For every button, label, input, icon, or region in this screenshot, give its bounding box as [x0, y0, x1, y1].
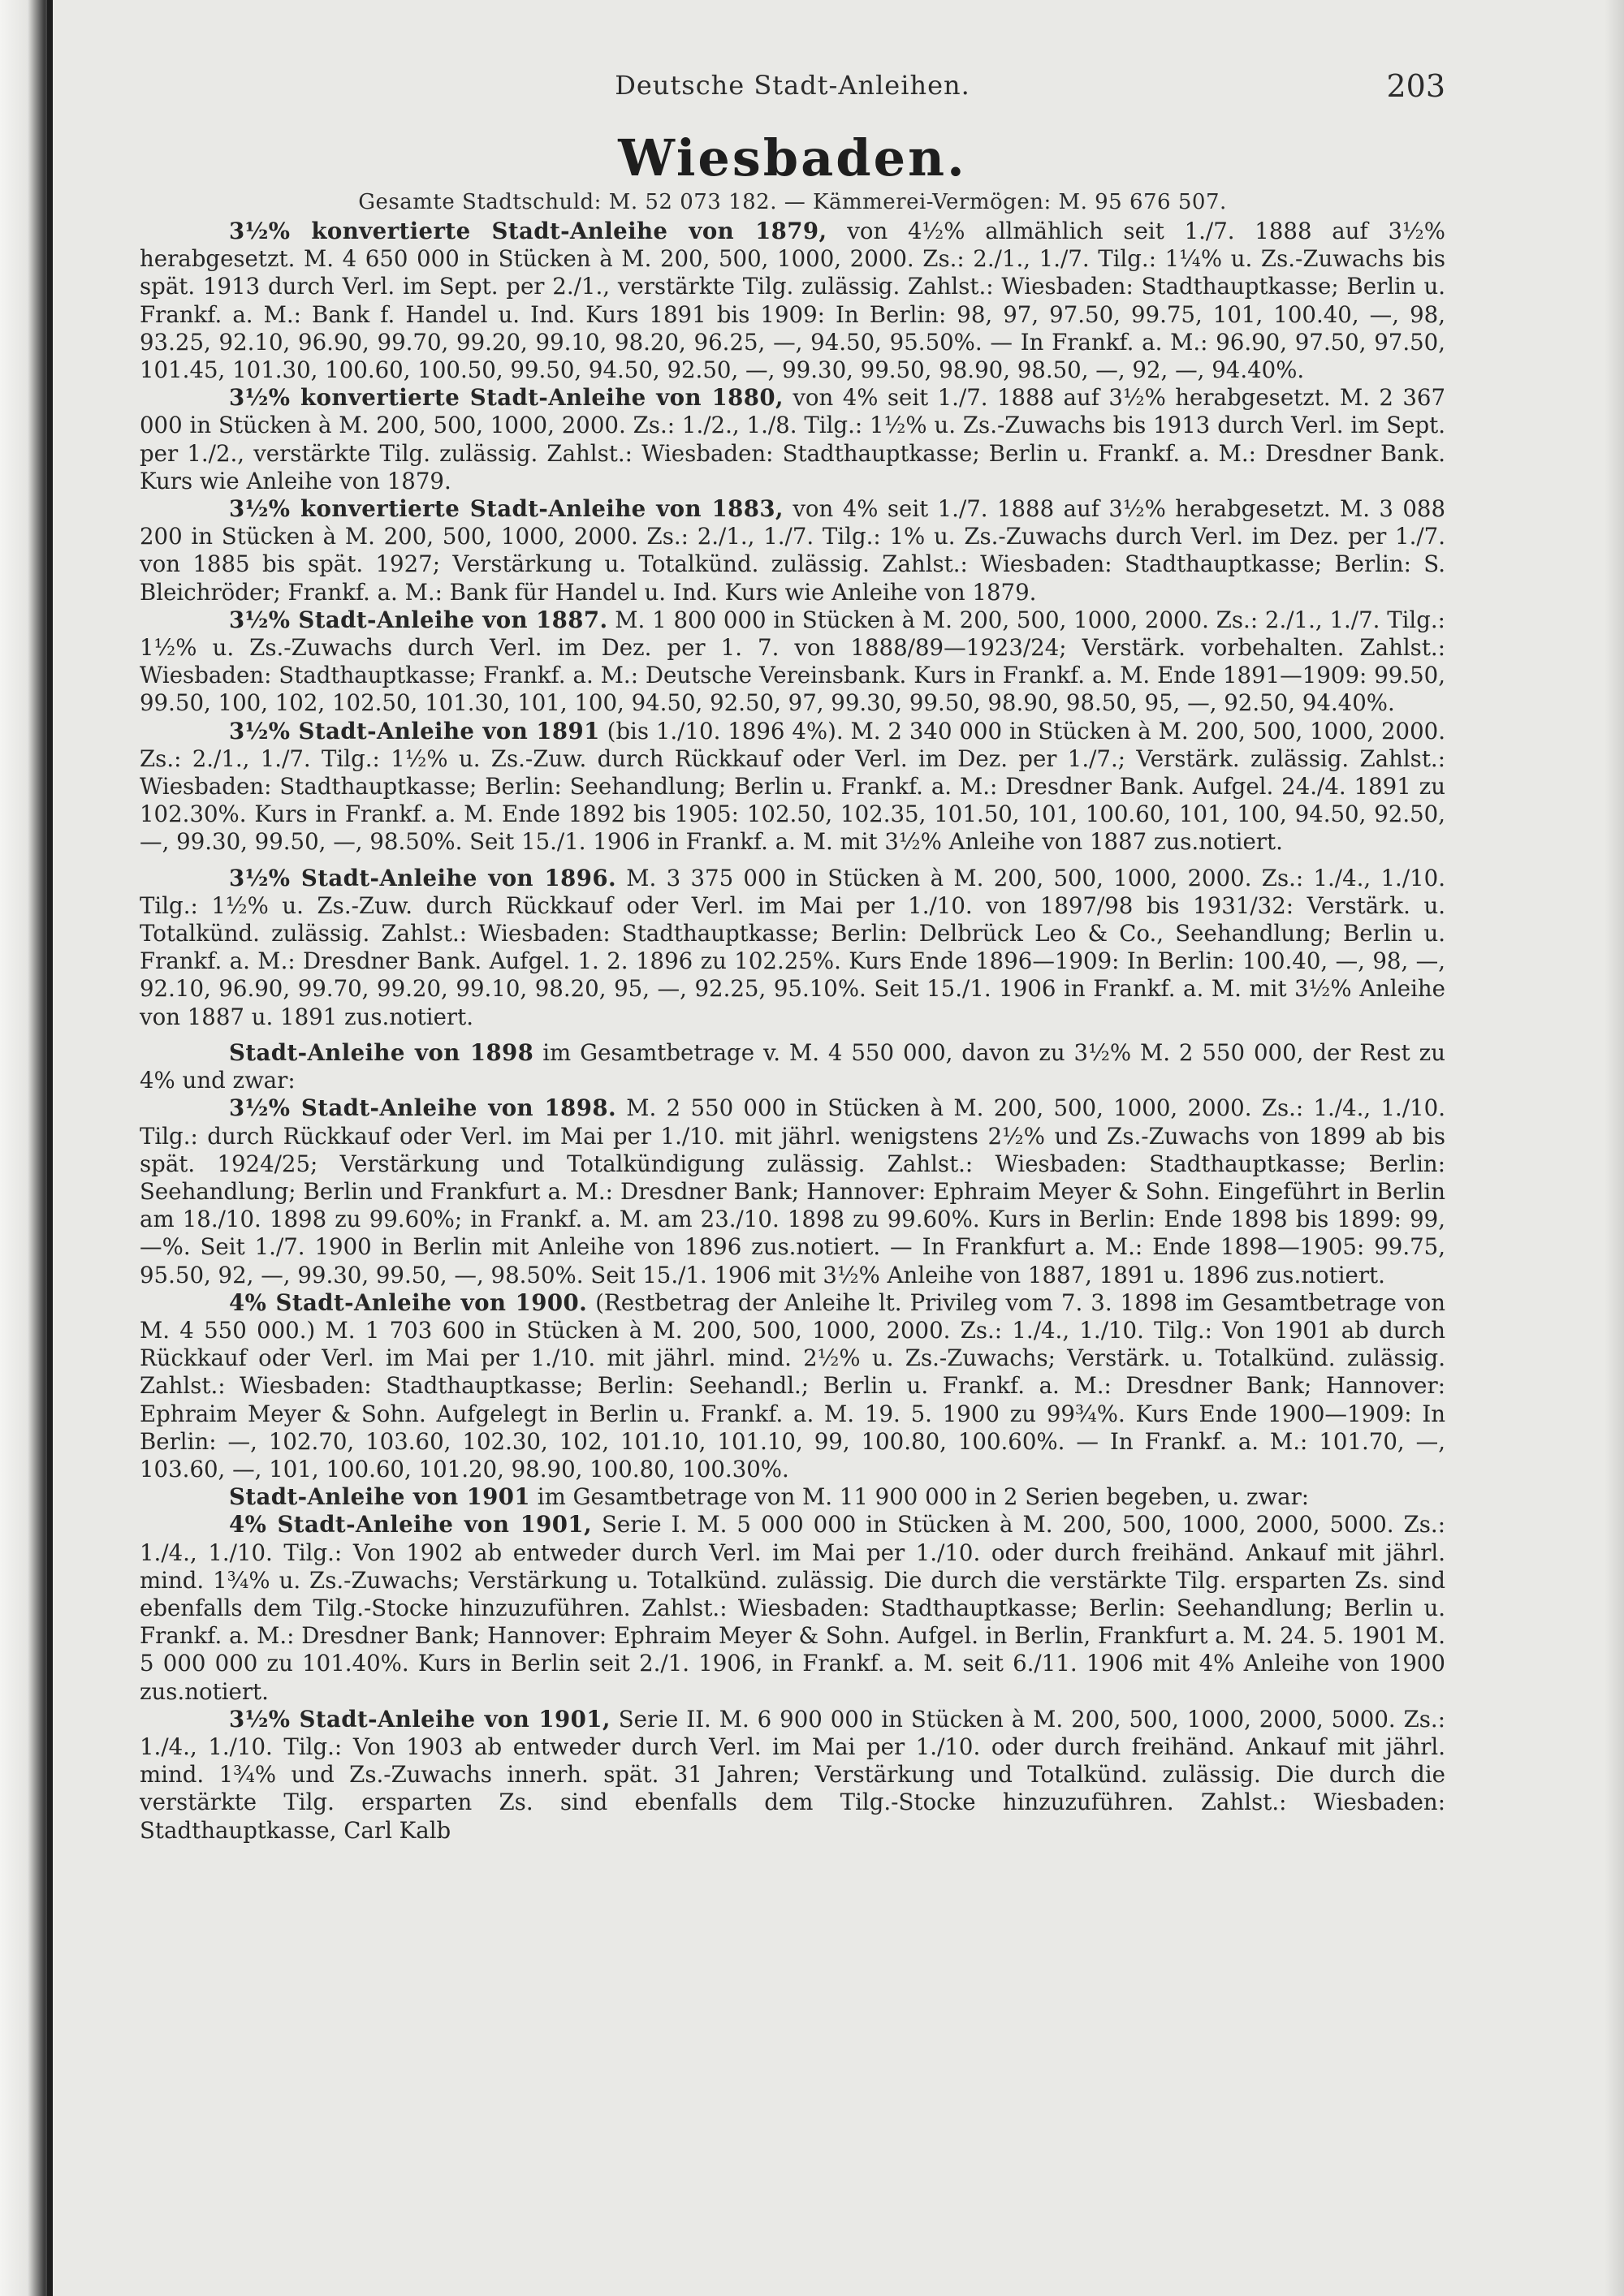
entry-heading: 4% Stadt-Anleihe von 1901, [229, 1511, 592, 1539]
entry-text: von 4% seit 1./7. 1888 auf 3½% herabgesetzt. M. 3 088 200 in Stücken à M. 200, 500, 1000, 2000. Zs.: 2./1., 1./7. Tilg.: 1% u. Zs.-Zuwachs durch Verl. im Dez. per 1./7. von 1885 bis spät. 1927; Verstärkung u. Totalkünd. zulässig. Zahlst.: Wiesbaden: Stadthauptkasse; Berlin: S. Bleichröder; Frankf. a. M.: Bank für Handel u. Ind. Kurs wie Anleihe von 1879. [140, 495, 1446, 606]
running-title: Deutsche Stadt-Anleihen. [615, 70, 970, 101]
debt-summary: Gesamte Stadtschuld: M. 52 073 182. — Kämmerei-Vermögen: M. 95 676 507. [358, 190, 1227, 214]
entry-heading: 3½% Stadt-Anleihe von 1896. [229, 864, 616, 891]
page-number: 203 [1386, 68, 1445, 104]
entry-text: Serie I. M. 5 000 000 in Stücken à M. 200, 500, 1000, 2000, 5000. Zs.: 1./4., 1./10. Tilg.: Von 1902 ab entweder durch Verl. im Mai per 1./10. oder durch freihänd. Ankauf mit jährl. mind. 1¾% u. Zs.-Zuwachs; Verstärkung u. Totalkünd. zulässig. Die durch die verstärkte Tilg. ersparten Zs. sind ebenfalls dem Tilg.-Stocke hinzuzuführen. Zahlst.: Wiesbaden: Stadthauptkasse; Berlin: Seehandlung; Berlin u. Frankf. a. M.: Dresdner Bank; Hannover: Ephraim Meyer & Sohn. Aufgel. in Berlin, Frankfurt a. M. 24. 5. 1901 M. 5 000 000 zu 101.40%. Kurs in Berlin seit 2./1. 1906, in Frankf. a. M. seit 6./11. 1906 mit 4% Anleihe von 1900 zus.notiert. [140, 1511, 1445, 1705]
bond-entry [140, 1289, 1445, 1483]
book-spine-shadow [0, 0, 50, 2296]
entry-heading: Stadt-Anleihe von 1901 [229, 1483, 530, 1511]
entry-text: im Gesamtbetrage v. M. 4 550 000, davon zu 3½% M. 2 550 000, der Rest zu 4% und zwar: [140, 1038, 1445, 1094]
bond-entry [140, 865, 1445, 1031]
entry-text: (bis 1./10. 1896 4%). M. 2 340 000 in Stücken à M. 200, 500, 1000, 2000. Zs.: 2./1., 1./7. Tilg.: 1½% u. Zs.-Zuw. durch Rückkauf oder Verl. im Dez. per 1./7.; Verstärk. zulässig. Zahlst.: Wiesbaden: Stadthauptkasse; Berlin: Seehandlung; Berlin u. Frankf. a. M.: Dresdner Bank. Aufgel. 24./4. 1891 zu 102.30%. Kurs in Frankf. a. M. Ende 1892 bis 1905: 102.50, 102.35, 101.50, 101, 100.60, 101, 100, 94.50, 92.50, —, 99.30, 99.50, —, 98.50%. Seit 15./1. 1906 in Frankf. a. M. mit 3½% Anleihe von 1887 zus.notiert. [140, 717, 1445, 856]
entry-text: M. 1 800 000 in Stücken à M. 200, 500, 1000, 2000. Zs.: 2./1., 1./7. Tilg.: 1½% u. Zs.-Zuwachs durch Verl. im Dez. per 1. 7. von 1888/89—1923/24; Verstärk. vorbehalten. Zahlst.: Wiesbaden: Stadthauptkasse; Frankf. a. M.: Deutsche Vereinsbank. Kurs in Frankf. a. M. Ende 1891—1909: 99.50, 99.50, 100, 102, 102.50, 101.30, 101, 100, 94.50, 92.50, 97, 99.30, 99.50, 98.90, 98.50, 95, —, 92.50, 94.40%. [140, 606, 1445, 717]
entry-heading: 4% Stadt-Anleihe von 1900. [229, 1288, 588, 1316]
entry-text: im Gesamtbetrage von M. 11 900 000 in 2 Serien begeben, u. zwar: [537, 1483, 1310, 1511]
bond-group-heading [140, 1039, 1445, 1094]
page-edge [1605, 0, 1624, 2296]
entry-text: M. 2 550 000 in Stücken à M. 200, 500, 1000, 2000. Zs.: 1./4., 1./10. Tilg.: durch Rückkauf oder Verl. im Mai per 1./10. mit jährl. wenigstens 2½% und Zs.-Zuwachs von 1899 ab bis spät. 1924/25; Verstärkung und Totalkündigung zulässig. Zahlst.: Wiesbaden: Stadthauptkasse; Berlin: Seehandlung; Berlin und Frankfurt a. M.: Dresdner Bank; Hannover: Ephraim Meyer & Sohn. Eingeführt in Berlin am 18./10. 1898 zu 99.60%; in Frankf. a. M. am 23./10. 1898 zu 99.60%. Kurs in Berlin: Ende 1898 bis 1899: 99, —%. Seit 1./7. 1900 in Berlin mit Anleihe von 1896 zus.notiert. — In Frankfurt a. M.: Ende 1898—1905: 99.75, 95.50, 92, —, 99.30, 99.50, —, 98.50%. Seit 15./1. 1906 mit 3½% Anleihe von 1887, 1891 u. 1896 zus.notiert. [140, 1094, 1445, 1288]
entry-heading: 3½% konvertierte Stadt-Anleihe von 1880, [229, 384, 784, 412]
entry-heading: 3½% Stadt-Anleihe von 1891 [229, 717, 600, 744]
bond-entry [140, 495, 1445, 606]
bond-entry [140, 1706, 1445, 1845]
bond-entry [140, 218, 1445, 384]
entry-text: von 4% seit 1./7. 1888 auf 3½% herabgesetzt. M. 2 367 000 in Stücken à M. 200, 500, 1000, 2000. Zs.: 1./2., 1./8. Tilg.: 1½% u. Zs.-Zuwachs bis 1913 durch Verl. im Sept. per 1./2., verstärkte Tilg. zulässig. Zahlst.: Wiesbaden: Stadthauptkasse; Berlin u. Frankf. a. M.: Dresdner Bank. Kurs wie Anleihe von 1879. [140, 384, 1446, 494]
entry-text: Serie II. M. 6 900 000 in Stücken à M. 200, 500, 1000, 2000, 5000. Zs.: 1./4., 1./10. Tilg.: Von 1903 ab entweder durch Verl. im Mai per 1./10. oder durch freihänd. Ankauf mit jährl. mind. 1¾% und Zs.-Zuwachs innerh. spät. 31 Jahren; Verstärkung und Totalkünd. zulässig. Die durch die verstärkte Tilg. ersparten Zs. sind ebenfalls dem Tilg.-Stocke hinzuzuführen. Zahlst.: Wiesbaden: Stadthauptkasse, Carl Kalb [140, 1705, 1445, 1844]
entry-text: (Restbetrag der Anleihe lt. Privileg vom 7. 3. 1898 im Gesamtbetrage von M. 4 550 000.) M. 1 703 600 in Stücken à M. 200, 500, 1000, 2000. Zs.: 1./4., 1./10. Tilg.: Von 1901 ab durch Rückkauf oder Verl. im Mai per 1./10. mit jährl. mind. 2½% u. Zs.-Zuwachs; Verstärk. u. Totalkünd. zulässig. Zahlst.: Wiesbaden: Stadthauptkasse; Berlin: Seehandl.; Berlin u. Frankf. a. M.: Dresdner Bank; Hannover: Ephraim Meyer & Sohn. Aufgelegt in Berlin u. Frankf. a. M. 19. 5. 1900 zu 99¾%. Kurs Ende 1900—1909: In Berlin: —, 102.70, 103.60, 102.30, 102, 101.10, 101.10, 99, 100.80, 100.60%. — In Frankf. a. M.: 101.70, —, 103.60, —, 101, 100.60, 101.20, 98.90, 100.80, 100.30%. [140, 1288, 1446, 1482]
entry-heading: 3½% Stadt-Anleihe von 1901, [229, 1705, 611, 1733]
bond-entry [140, 1094, 1445, 1288]
entry-heading: Stadt-Anleihe von 1898 [229, 1038, 534, 1066]
bond-entries [140, 218, 1445, 1845]
section-title: Wiesbaden. [618, 128, 967, 188]
bond-group-heading [140, 1483, 1445, 1511]
entry-heading: 3½% Stadt-Anleihe von 1898. [229, 1094, 616, 1122]
book-gutter [47, 0, 53, 2296]
entry-text: M. 3 375 000 in Stücken à M. 200, 500, 1000, 2000. Zs.: 1./4., 1./10. Tilg.: 1½% u. Zs.-Zuw. durch Rückkauf oder Verl. im Mai per 1./10. von 1897/98 bis 1931/32: Verstärk. u. Totalkünd. zulässig. Zahlst.: Wiesbaden: Stadthauptkasse; Berlin: Delbrück Leo & Co., Seehandlung; Berlin u. Frankf. a. M.: Dresdner Bank. Aufgel. 1. 2. 1896 zu 102.25%. Kurs Ende 1896—1909: In Berlin: 100.40, —, 98, —, 92.10, 96.90, 99.70, 99.20, 99.10, 98.20, 95, —, 92.25, 95.10%. Seit 15./1. 1906 in Frankf. a. M. mit 3½% Anleihe von 1887 u. 1891 zus.notiert. [140, 864, 1445, 1030]
bond-entry [140, 718, 1445, 857]
bond-entry [140, 1511, 1445, 1705]
running-head [140, 65, 1445, 114]
entry-heading: 3½% konvertierte Stadt-Anleihe von 1883, [229, 495, 784, 523]
entry-text: von 4½% allmählich seit 1./7. 1888 auf 3½% herabgesetzt. M. 4 650 000 in Stücken à M. 200, 500, 1000, 2000. Zs.: 2./1., 1./7. Tilg.: 1¼% u. Zs.-Zuwachs bis spät. 1913 durch Verl. im Sept. per 2./1., verstärkte Tilg. zulässig. Zahlst.: Wiesbaden: Stadthauptkasse; Berlin u. Frankf. a. M.: Bank f. Handel u. Ind. Kurs 1891 bis 1909: In Berlin: 98, 97, 97.50, 99.75, 101, 100.40, —, 98, 93.25, 92.10, 96.90, 99.70, 99.20, 99.10, 98.20, 96.25, —, 94.50, 95.50%. — In Frankf. a. M.: 96.90, 97.50, 97.50, 101.45, 101.30, 100.60, 100.50, 99.50, 94.50, 92.50, —, 99.30, 99.50, 98.90, 98.50, —, 92, —, 94.40%. [140, 218, 1445, 384]
bond-entry [140, 384, 1445, 495]
entry-heading: 3½% konvertierte Stadt-Anleihe von 1879, [229, 218, 827, 244]
bond-entry [140, 606, 1445, 718]
entry-heading: 3½% Stadt-Anleihe von 1887. [229, 606, 608, 633]
